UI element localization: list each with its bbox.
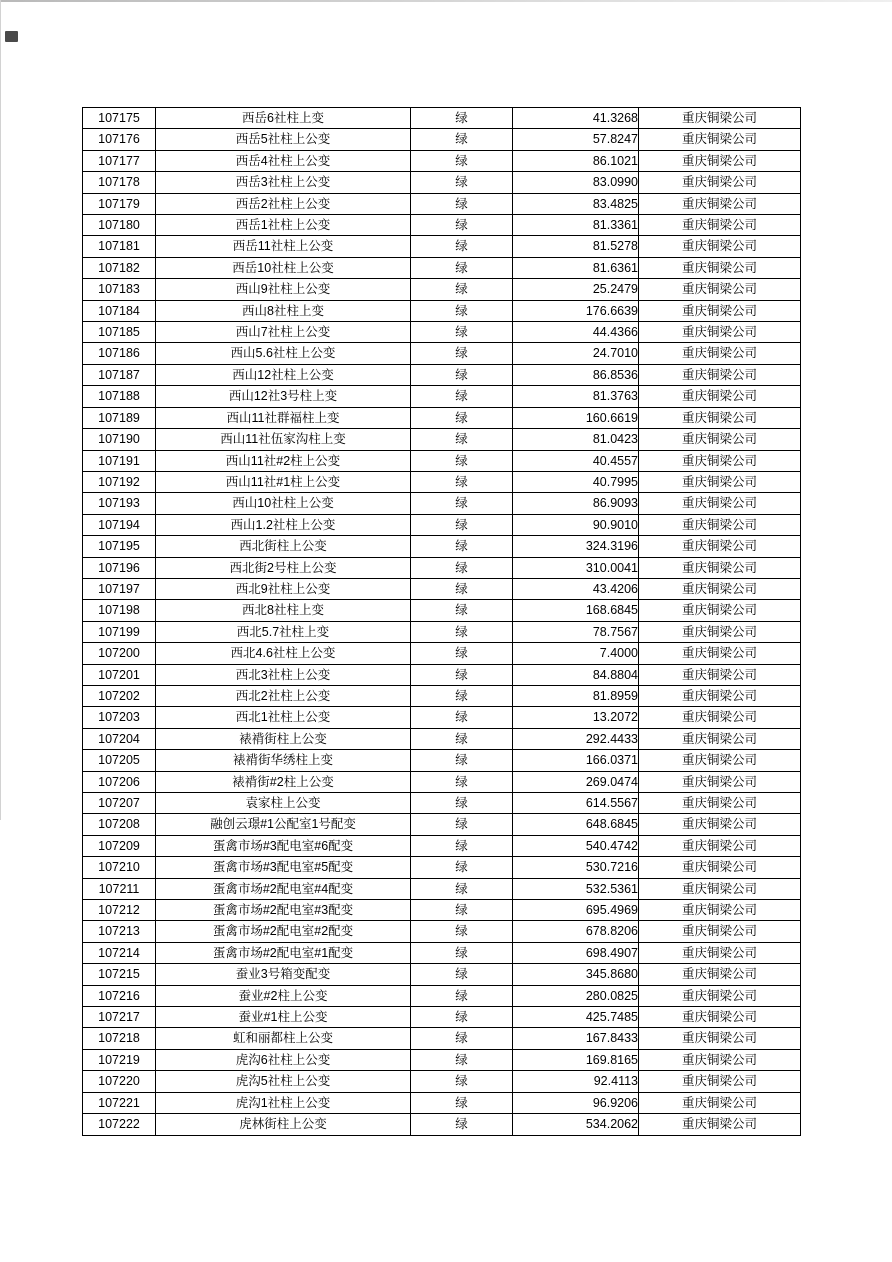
- row-value-cell: 160.6619: [513, 407, 639, 428]
- row-id-cell: 107188: [83, 386, 156, 407]
- row-company-cell: 重庆铜梁公司: [639, 1071, 801, 1092]
- row-value-cell: 167.8433: [513, 1028, 639, 1049]
- table-row: [83, 900, 801, 921]
- row-id-cell: 107206: [83, 771, 156, 792]
- table-row: [83, 343, 801, 364]
- table-row: [83, 236, 801, 257]
- table-row: [83, 150, 801, 171]
- table-row: [83, 685, 801, 706]
- row-value-cell: 81.6361: [513, 257, 639, 278]
- row-id-cell: 107198: [83, 600, 156, 621]
- row-company-cell: 重庆铜梁公司: [639, 621, 801, 642]
- row-id-cell: 107204: [83, 728, 156, 749]
- row-company-cell: 重庆铜梁公司: [639, 685, 801, 706]
- row-value-cell: 532.5361: [513, 878, 639, 899]
- row-name-cell: 裱褙街华绣柱上变: [156, 750, 411, 771]
- row-status-cell: 绿: [411, 643, 513, 664]
- row-status-cell: 绿: [411, 878, 513, 899]
- row-status-cell: 绿: [411, 343, 513, 364]
- row-id-cell: 107210: [83, 857, 156, 878]
- row-company-cell: 重庆铜梁公司: [639, 1028, 801, 1049]
- row-company-cell: 重庆铜梁公司: [639, 450, 801, 471]
- row-name-cell: 蛋禽市场#2配电室#2配变: [156, 921, 411, 942]
- row-value-cell: 13.2072: [513, 707, 639, 728]
- row-company-cell: 重庆铜梁公司: [639, 193, 801, 214]
- row-name-cell: 虎沟6社柱上公变: [156, 1049, 411, 1070]
- row-name-cell: 西山1.2社柱上公变: [156, 514, 411, 535]
- row-name-cell: 裱褙街柱上公变: [156, 728, 411, 749]
- row-status-cell: 绿: [411, 193, 513, 214]
- table-row: [83, 386, 801, 407]
- row-name-cell: 蚕业3号箱变配变: [156, 964, 411, 985]
- row-value-cell: 169.8165: [513, 1049, 639, 1070]
- row-id-cell: 107215: [83, 964, 156, 985]
- row-id-cell: 107205: [83, 750, 156, 771]
- row-status-cell: 绿: [411, 514, 513, 535]
- row-value-cell: 176.6639: [513, 300, 639, 321]
- row-company-cell: 重庆铜梁公司: [639, 407, 801, 428]
- row-name-cell: 西北3社柱上公变: [156, 664, 411, 685]
- table-row: [83, 493, 801, 514]
- table-row: [83, 557, 801, 578]
- row-company-cell: 重庆铜梁公司: [639, 900, 801, 921]
- row-value-cell: 540.4742: [513, 835, 639, 856]
- row-status-cell: 绿: [411, 900, 513, 921]
- table-row: [83, 1028, 801, 1049]
- row-name-cell: 西山10社柱上公变: [156, 493, 411, 514]
- row-value-cell: 43.4206: [513, 578, 639, 599]
- row-status-cell: 绿: [411, 1007, 513, 1028]
- row-value-cell: 81.3763: [513, 386, 639, 407]
- row-value-cell: 90.9010: [513, 514, 639, 535]
- row-status-cell: 绿: [411, 728, 513, 749]
- row-name-cell: 虹和丽都柱上公变: [156, 1028, 411, 1049]
- row-status-cell: 绿: [411, 493, 513, 514]
- row-id-cell: 107187: [83, 364, 156, 385]
- row-status-cell: 绿: [411, 707, 513, 728]
- row-status-cell: 绿: [411, 236, 513, 257]
- table-row: [83, 215, 801, 236]
- row-company-cell: 重庆铜梁公司: [639, 429, 801, 450]
- row-status-cell: 绿: [411, 108, 513, 129]
- row-value-cell: 81.0423: [513, 429, 639, 450]
- row-company-cell: 重庆铜梁公司: [639, 279, 801, 300]
- row-id-cell: 107213: [83, 921, 156, 942]
- row-value-cell: 92.4113: [513, 1071, 639, 1092]
- row-company-cell: 重庆铜梁公司: [639, 1007, 801, 1028]
- row-value-cell: 84.8804: [513, 664, 639, 685]
- table-row: [83, 878, 801, 899]
- row-company-cell: 重庆铜梁公司: [639, 1092, 801, 1113]
- row-id-cell: 107194: [83, 514, 156, 535]
- scan-artifact: [5, 31, 18, 42]
- row-value-cell: 83.0990: [513, 172, 639, 193]
- row-name-cell: 西山11社群福柱上变: [156, 407, 411, 428]
- row-id-cell: 107200: [83, 643, 156, 664]
- row-company-cell: 重庆铜梁公司: [639, 578, 801, 599]
- row-name-cell: 西北9社柱上公变: [156, 578, 411, 599]
- row-id-cell: 107208: [83, 814, 156, 835]
- transformer-table-body: [83, 108, 801, 1136]
- row-status-cell: 绿: [411, 771, 513, 792]
- row-id-cell: 107176: [83, 129, 156, 150]
- row-value-cell: 648.6845: [513, 814, 639, 835]
- row-id-cell: 107196: [83, 557, 156, 578]
- row-status-cell: 绿: [411, 536, 513, 557]
- row-company-cell: 重庆铜梁公司: [639, 322, 801, 343]
- table-row: [83, 1071, 801, 1092]
- table-row: [83, 857, 801, 878]
- row-name-cell: 蚕业#1柱上公变: [156, 1007, 411, 1028]
- row-status-cell: 绿: [411, 814, 513, 835]
- row-company-cell: 重庆铜梁公司: [639, 215, 801, 236]
- row-name-cell: 西岳10社柱上公变: [156, 257, 411, 278]
- row-status-cell: 绿: [411, 600, 513, 621]
- row-company-cell: 重庆铜梁公司: [639, 835, 801, 856]
- row-value-cell: 166.0371: [513, 750, 639, 771]
- row-name-cell: 西岳4社柱上公变: [156, 150, 411, 171]
- transformer-table: [82, 107, 801, 1136]
- table-row: [83, 536, 801, 557]
- row-company-cell: 重庆铜梁公司: [639, 707, 801, 728]
- row-id-cell: 107179: [83, 193, 156, 214]
- row-value-cell: 269.0474: [513, 771, 639, 792]
- row-value-cell: 83.4825: [513, 193, 639, 214]
- row-name-cell: 蚕业#2柱上公变: [156, 985, 411, 1006]
- row-name-cell: 蛋禽市场#2配电室#3配变: [156, 900, 411, 921]
- table-row: [83, 193, 801, 214]
- table-row: [83, 300, 801, 321]
- row-name-cell: 虎沟5社柱上公变: [156, 1071, 411, 1092]
- row-company-cell: 重庆铜梁公司: [639, 300, 801, 321]
- row-id-cell: 107183: [83, 279, 156, 300]
- row-name-cell: 西山12社柱上公变: [156, 364, 411, 385]
- row-name-cell: 西山12社3号柱上变: [156, 386, 411, 407]
- row-value-cell: 78.7567: [513, 621, 639, 642]
- row-id-cell: 107220: [83, 1071, 156, 1092]
- row-status-cell: 绿: [411, 279, 513, 300]
- row-status-cell: 绿: [411, 129, 513, 150]
- table-row: [83, 578, 801, 599]
- row-id-cell: 107212: [83, 900, 156, 921]
- row-value-cell: 7.4000: [513, 643, 639, 664]
- row-company-cell: 重庆铜梁公司: [639, 471, 801, 492]
- row-value-cell: 40.4557: [513, 450, 639, 471]
- row-name-cell: 蛋禽市场#3配电室#5配变: [156, 857, 411, 878]
- row-company-cell: 重庆铜梁公司: [639, 750, 801, 771]
- row-id-cell: 107201: [83, 664, 156, 685]
- row-name-cell: 西山5.6社柱上公变: [156, 343, 411, 364]
- row-status-cell: 绿: [411, 750, 513, 771]
- table-row: [83, 964, 801, 985]
- row-name-cell: 西山8社柱上变: [156, 300, 411, 321]
- row-name-cell: 虎林街柱上公变: [156, 1114, 411, 1135]
- row-id-cell: 107184: [83, 300, 156, 321]
- row-company-cell: 重庆铜梁公司: [639, 964, 801, 985]
- row-value-cell: 81.5278: [513, 236, 639, 257]
- table-row: [83, 835, 801, 856]
- row-company-cell: 重庆铜梁公司: [639, 643, 801, 664]
- table-row: [83, 172, 801, 193]
- table-row: [83, 728, 801, 749]
- row-name-cell: 西山11社#1柱上公变: [156, 471, 411, 492]
- table-row: [83, 600, 801, 621]
- row-status-cell: 绿: [411, 857, 513, 878]
- row-company-cell: 重庆铜梁公司: [639, 536, 801, 557]
- table-row: [83, 750, 801, 771]
- row-company-cell: 重庆铜梁公司: [639, 942, 801, 963]
- row-company-cell: 重庆铜梁公司: [639, 878, 801, 899]
- row-id-cell: 107186: [83, 343, 156, 364]
- row-value-cell: 44.4366: [513, 322, 639, 343]
- table-row: [83, 793, 801, 814]
- row-id-cell: 107197: [83, 578, 156, 599]
- row-name-cell: 袁家柱上公变: [156, 793, 411, 814]
- row-value-cell: 40.7995: [513, 471, 639, 492]
- table-row: [83, 643, 801, 664]
- row-value-cell: 678.8206: [513, 921, 639, 942]
- row-company-cell: 重庆铜梁公司: [639, 150, 801, 171]
- row-name-cell: 裱褙街#2柱上公变: [156, 771, 411, 792]
- row-company-cell: 重庆铜梁公司: [639, 664, 801, 685]
- row-company-cell: 重庆铜梁公司: [639, 514, 801, 535]
- row-company-cell: 重庆铜梁公司: [639, 557, 801, 578]
- row-name-cell: 西北1社柱上公变: [156, 707, 411, 728]
- table-row: [83, 364, 801, 385]
- row-status-cell: 绿: [411, 386, 513, 407]
- row-name-cell: 西北街柱上公变: [156, 536, 411, 557]
- row-status-cell: 绿: [411, 557, 513, 578]
- row-status-cell: 绿: [411, 964, 513, 985]
- row-id-cell: 107190: [83, 429, 156, 450]
- row-id-cell: 107195: [83, 536, 156, 557]
- row-company-cell: 重庆铜梁公司: [639, 1114, 801, 1135]
- row-status-cell: 绿: [411, 578, 513, 599]
- table-row: [83, 771, 801, 792]
- row-name-cell: 西山7社柱上公变: [156, 322, 411, 343]
- table-row: [83, 664, 801, 685]
- row-status-cell: 绿: [411, 471, 513, 492]
- row-id-cell: 107182: [83, 257, 156, 278]
- row-value-cell: 530.7216: [513, 857, 639, 878]
- row-id-cell: 107222: [83, 1114, 156, 1135]
- row-company-cell: 重庆铜梁公司: [639, 108, 801, 129]
- row-id-cell: 107175: [83, 108, 156, 129]
- row-value-cell: 280.0825: [513, 985, 639, 1006]
- row-status-cell: 绿: [411, 1071, 513, 1092]
- row-value-cell: 24.7010: [513, 343, 639, 364]
- table-row: [83, 257, 801, 278]
- row-value-cell: 695.4969: [513, 900, 639, 921]
- row-status-cell: 绿: [411, 322, 513, 343]
- row-company-cell: 重庆铜梁公司: [639, 172, 801, 193]
- row-id-cell: 107217: [83, 1007, 156, 1028]
- row-value-cell: 57.8247: [513, 129, 639, 150]
- row-value-cell: 324.3196: [513, 536, 639, 557]
- row-company-cell: 重庆铜梁公司: [639, 129, 801, 150]
- row-status-cell: 绿: [411, 215, 513, 236]
- row-status-cell: 绿: [411, 300, 513, 321]
- row-status-cell: 绿: [411, 257, 513, 278]
- row-value-cell: 345.8680: [513, 964, 639, 985]
- row-id-cell: 107191: [83, 450, 156, 471]
- table-row: [83, 129, 801, 150]
- page-top-edge: [0, 0, 892, 2]
- row-name-cell: 西山9社柱上公变: [156, 279, 411, 300]
- row-status-cell: 绿: [411, 985, 513, 1006]
- row-value-cell: 86.1021: [513, 150, 639, 171]
- table-row: [83, 1114, 801, 1135]
- table-row: [83, 814, 801, 835]
- row-name-cell: 蛋禽市场#2配电室#4配变: [156, 878, 411, 899]
- row-value-cell: 86.8536: [513, 364, 639, 385]
- row-name-cell: 蛋禽市场#2配电室#1配变: [156, 942, 411, 963]
- table-row: [83, 621, 801, 642]
- row-id-cell: 107202: [83, 685, 156, 706]
- row-value-cell: 96.9206: [513, 1092, 639, 1113]
- row-status-cell: 绿: [411, 429, 513, 450]
- row-id-cell: 107193: [83, 493, 156, 514]
- row-id-cell: 107178: [83, 172, 156, 193]
- row-id-cell: 107211: [83, 878, 156, 899]
- row-id-cell: 107216: [83, 985, 156, 1006]
- row-id-cell: 107192: [83, 471, 156, 492]
- row-company-cell: 重庆铜梁公司: [639, 1049, 801, 1070]
- row-company-cell: 重庆铜梁公司: [639, 257, 801, 278]
- row-company-cell: 重庆铜梁公司: [639, 236, 801, 257]
- table-row: [83, 407, 801, 428]
- row-id-cell: 107199: [83, 621, 156, 642]
- row-value-cell: 81.3361: [513, 215, 639, 236]
- row-name-cell: 西岳11社柱上公变: [156, 236, 411, 257]
- table-row: [83, 429, 801, 450]
- table-row: [83, 921, 801, 942]
- row-company-cell: 重庆铜梁公司: [639, 386, 801, 407]
- row-value-cell: 425.7485: [513, 1007, 639, 1028]
- row-status-cell: 绿: [411, 172, 513, 193]
- row-value-cell: 292.4433: [513, 728, 639, 749]
- table-row: [83, 514, 801, 535]
- table-row: [83, 1092, 801, 1113]
- row-value-cell: 168.6845: [513, 600, 639, 621]
- row-id-cell: 107221: [83, 1092, 156, 1113]
- row-value-cell: 41.3268: [513, 108, 639, 129]
- table-row: [83, 450, 801, 471]
- table-row: [83, 1049, 801, 1070]
- row-status-cell: 绿: [411, 835, 513, 856]
- row-company-cell: 重庆铜梁公司: [639, 921, 801, 942]
- row-status-cell: 绿: [411, 921, 513, 942]
- row-status-cell: 绿: [411, 621, 513, 642]
- row-status-cell: 绿: [411, 1114, 513, 1135]
- row-id-cell: 107180: [83, 215, 156, 236]
- page-left-edge: [0, 0, 1, 820]
- row-company-cell: 重庆铜梁公司: [639, 857, 801, 878]
- row-company-cell: 重庆铜梁公司: [639, 364, 801, 385]
- row-status-cell: 绿: [411, 793, 513, 814]
- row-id-cell: 107203: [83, 707, 156, 728]
- row-status-cell: 绿: [411, 1092, 513, 1113]
- table-row: [83, 279, 801, 300]
- row-name-cell: 西岳1社柱上公变: [156, 215, 411, 236]
- row-value-cell: 310.0041: [513, 557, 639, 578]
- row-name-cell: 西山11社#2柱上公变: [156, 450, 411, 471]
- table-row: [83, 471, 801, 492]
- row-value-cell: 698.4907: [513, 942, 639, 963]
- row-status-cell: 绿: [411, 407, 513, 428]
- row-id-cell: 107209: [83, 835, 156, 856]
- row-status-cell: 绿: [411, 942, 513, 963]
- row-value-cell: 534.2062: [513, 1114, 639, 1135]
- row-name-cell: 西岳5社柱上公变: [156, 129, 411, 150]
- row-status-cell: 绿: [411, 685, 513, 706]
- row-id-cell: 107214: [83, 942, 156, 963]
- row-company-cell: 重庆铜梁公司: [639, 985, 801, 1006]
- row-name-cell: 西岳3社柱上公变: [156, 172, 411, 193]
- table-row: [83, 108, 801, 129]
- row-id-cell: 107219: [83, 1049, 156, 1070]
- row-company-cell: 重庆铜梁公司: [639, 600, 801, 621]
- row-name-cell: 融创云璟#1公配室1号配变: [156, 814, 411, 835]
- table-row: [83, 707, 801, 728]
- row-value-cell: 25.2479: [513, 279, 639, 300]
- row-company-cell: 重庆铜梁公司: [639, 814, 801, 835]
- row-name-cell: 虎沟1社柱上公变: [156, 1092, 411, 1113]
- row-name-cell: 蛋禽市场#3配电室#6配变: [156, 835, 411, 856]
- row-id-cell: 107207: [83, 793, 156, 814]
- row-id-cell: 107218: [83, 1028, 156, 1049]
- row-value-cell: 81.8959: [513, 685, 639, 706]
- row-company-cell: 重庆铜梁公司: [639, 343, 801, 364]
- row-id-cell: 107177: [83, 150, 156, 171]
- row-name-cell: 西北街2号柱上公变: [156, 557, 411, 578]
- row-value-cell: 86.9093: [513, 493, 639, 514]
- row-name-cell: 西北4.6社柱上公变: [156, 643, 411, 664]
- row-name-cell: 西北5.7社柱上变: [156, 621, 411, 642]
- row-name-cell: 西北8社柱上变: [156, 600, 411, 621]
- row-id-cell: 107189: [83, 407, 156, 428]
- row-status-cell: 绿: [411, 150, 513, 171]
- row-value-cell: 614.5567: [513, 793, 639, 814]
- row-status-cell: 绿: [411, 450, 513, 471]
- row-company-cell: 重庆铜梁公司: [639, 793, 801, 814]
- row-status-cell: 绿: [411, 1028, 513, 1049]
- row-id-cell: 107185: [83, 322, 156, 343]
- row-company-cell: 重庆铜梁公司: [639, 771, 801, 792]
- row-status-cell: 绿: [411, 1049, 513, 1070]
- table-row: [83, 1007, 801, 1028]
- row-name-cell: 西岳2社柱上公变: [156, 193, 411, 214]
- row-name-cell: 西山11社伍家沟柱上变: [156, 429, 411, 450]
- table-row: [83, 322, 801, 343]
- row-name-cell: 西北2社柱上公变: [156, 685, 411, 706]
- row-company-cell: 重庆铜梁公司: [639, 493, 801, 514]
- row-name-cell: 西岳6社柱上变: [156, 108, 411, 129]
- row-id-cell: 107181: [83, 236, 156, 257]
- table-row: [83, 985, 801, 1006]
- table-row: [83, 942, 801, 963]
- row-company-cell: 重庆铜梁公司: [639, 728, 801, 749]
- row-status-cell: 绿: [411, 664, 513, 685]
- row-status-cell: 绿: [411, 364, 513, 385]
